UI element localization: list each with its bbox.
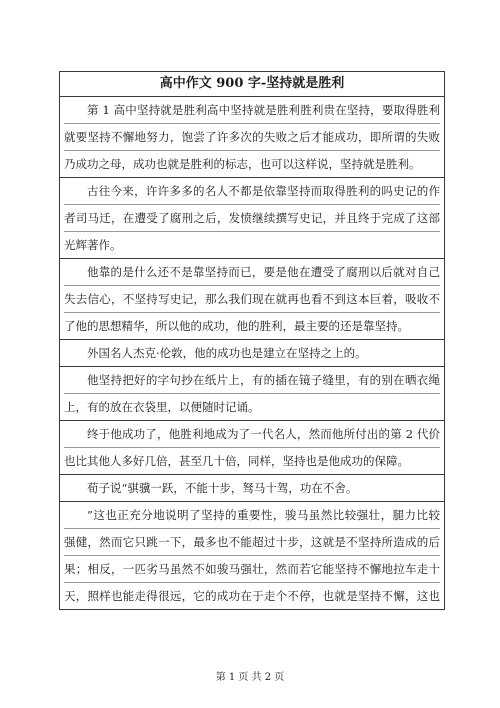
paragraph-line: 外国名人杰克·伦敦，他的成功也是建立在坚持之上的。 [87, 346, 367, 360]
page-footer: 第 1 页 共 2 页 [215, 672, 285, 683]
paragraph-line: 天，照样也能走得很远，它的成功在于走个不停，也就是坚持不懈，这也 [64, 589, 440, 603]
paragraph-line: 荀子说“骐骥一跃，不能十步，驽马十驾，功在不舍。 [87, 481, 358, 495]
paragraph [60, 367, 444, 421]
paragraph-line: 他坚持把好的字句抄在纸片上，有的插在镜子缝里，有的别在晒衣绳 [64, 367, 440, 394]
paragraph-line: 光辉著作。 [64, 238, 122, 252]
paragraph-line: 终于他成功了，他胜利地成为了一代名人，然而他所付出的第 2 代价 [64, 421, 440, 448]
essay-sheet [59, 71, 445, 610]
paragraph-line: 他靠的是什么还不是靠坚持而已，要是他在遭受了腐刑以后就对自己 [64, 259, 440, 286]
paragraph [60, 97, 444, 178]
paragraph [60, 502, 444, 609]
essay-body [60, 97, 444, 609]
paragraph-line: 了他的思想精华，所以他的成功，他的胜利，最主要的还是靠坚持。 [64, 319, 409, 333]
paragraph-line: 上，有的放在衣袋里，以便随时记诵。 [64, 400, 260, 414]
paragraph [60, 421, 444, 475]
paragraph-line: 第 1 高中坚持就是胜利高中坚持就是胜利胜利贵在坚持，要取得胜利 [64, 97, 440, 124]
paragraph-line: 也比其他人多好几倍，甚至几十倍，同样，坚持也是他成功的保障。 [64, 454, 409, 468]
paragraph [60, 259, 444, 340]
paragraph-line: 果；相反，一匹劣马虽然不如骏马强壮，然而若它能坚持不懈地拉车走十 [64, 556, 440, 583]
paragraph-line: 就要坚持不懈地努力，饱尝了许多次的失败之后才能成功，即所谓的失败 [64, 124, 440, 151]
paragraph-line: 古往今来，许许多多的名人不都是依靠坚持而取得胜利的吗史记的作 [64, 178, 440, 205]
paragraph-line: 失去信心，不坚持写史记，那么我们现在就再也看不到这本巨着，吸收不 [64, 286, 440, 313]
paragraph [60, 178, 444, 259]
essay-title: 高中作文 900 字-坚持就是胜利 [60, 72, 444, 97]
paragraph-line: 者司马迁，在遭受了腐刑之后，发愤继续撰写史记，并且终于完成了这部 [64, 205, 440, 232]
paragraph-line: 强健，然而它只跳一下，最多也不能超过十步，这就是不坚持所造成的后 [64, 529, 440, 556]
paragraph [60, 475, 444, 502]
paragraph-line: 乃成功之母，成功也就是胜利的标志，也可以这样说，坚持就是胜利。 [64, 157, 421, 171]
paragraph-line: ”这也正充分地说明了坚持的重要性，骏马虽然比较强壮，腿力比较 [64, 502, 440, 529]
paragraph [60, 340, 444, 367]
